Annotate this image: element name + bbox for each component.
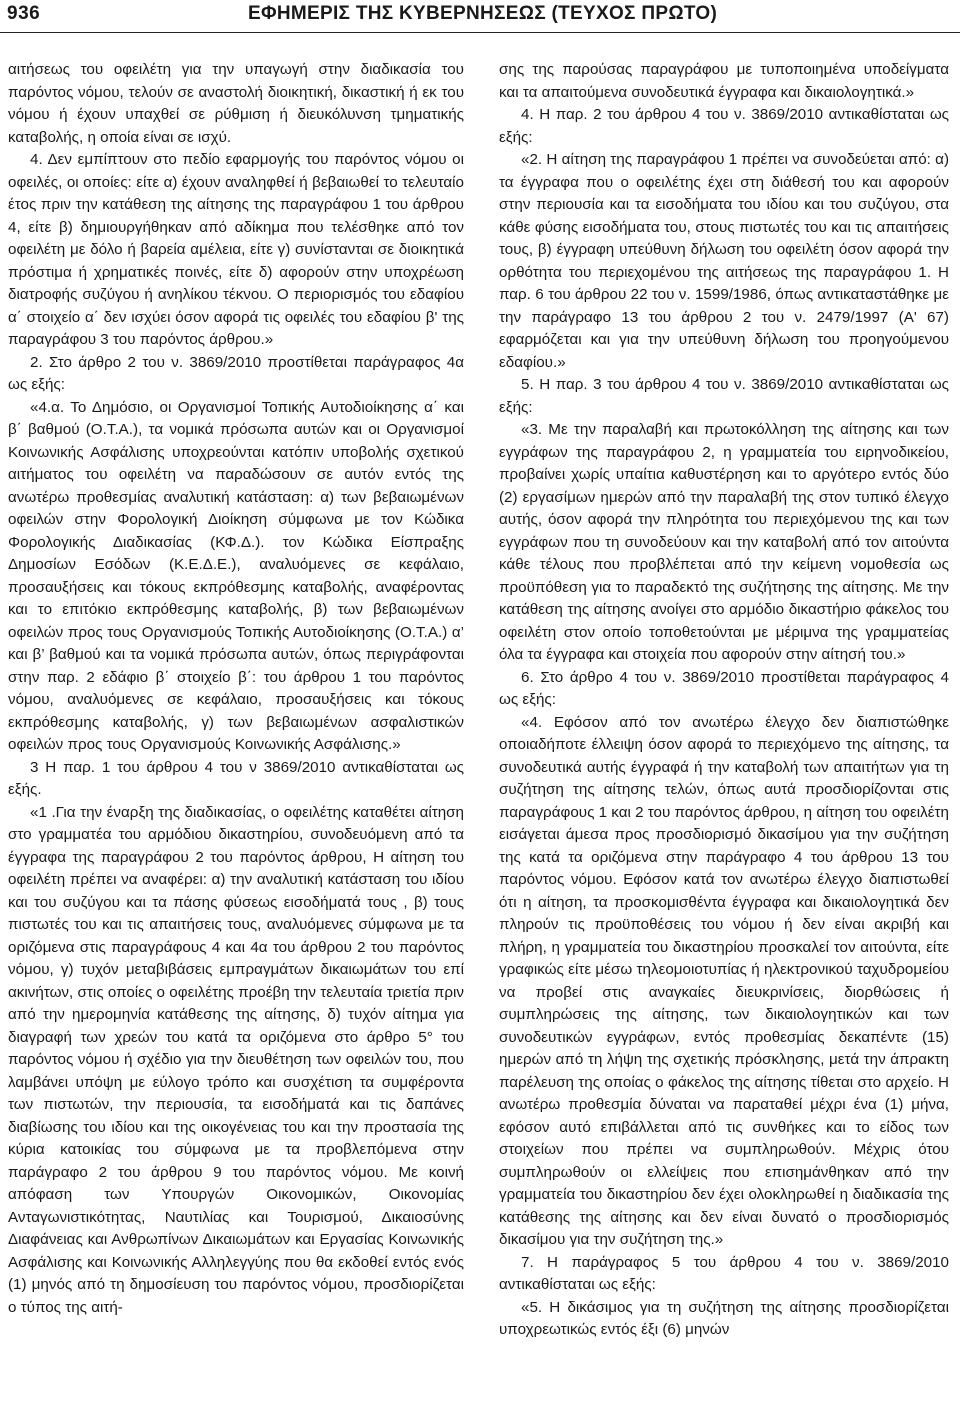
paragraph: 4. Δεν εμπίπτουν στο πεδίο εφαρμογής του παρόντος νόμου οι οφειλές, οι οποίες: είτε α) έχουν αναληφθεί ή βεβαιωθεί το τελευταίο έτος πριν την κατάθεση της αίτησης της παραγράφου 1 του άρθρου 4, είτε β) δημιουργήθηκαν από αδίκημα που τελέσθηκε από τον οφειλέτη με δόλο ή βαρεία αμέλεια, είτε γ) συνίστανται σε διοικητικά πρόστιμα ή χρηματικές ποινές, είτε δ) αφορούν στην υποχρέωση διατροφής συζύγου ή ανηλίκου τέκνου. Ο περιορισμός του εδαφίου α΄ στοιχείο α΄ δεν ισχύει όσον αφορά τις οφειλές του εδαφίου β' της παραγράφου 3 του παρόντος άρθρου.» (8, 151, 464, 348)
paragraph: 6. Στο άρθρο 4 του ν. 3869/2010 προστίθεται παράγραφος 4 ως εξής: (499, 668, 949, 708)
paragraph: «5. Η δικάσιμος για τη συζήτηση της αίτησης προσδιορίζεται υποχρεωτικώς εντός έξι (6) μηνών (499, 1298, 949, 1338)
left-column (8, 59, 464, 1409)
paragraph: 5. Η παρ. 3 του άρθρου 4 του ν. 3869/2010 αντικαθίσταται ως εξής: (499, 376, 949, 416)
right-column (499, 59, 949, 1409)
paragraph: σης της παρούσας παραγράφου με τυποποιημένα υποδείγματα και τα απαιτούμενα συνοδευτικά έγγραφα και δικαιολογητικά.» (499, 61, 949, 101)
paragraph: «1 .Για την έναρξη της διαδικασίας, ο οφειλέτης καταθέτει αίτηση στο γραμματέα του αρμόδιου δικαστηρίου, συνοδευόμενη από τα έγγραφα της παραγράφου 2 του παρόντος άρθρου, Η αίτηση του οφειλέτη πρέπει να αναφέρει: α) την αναλυτική κατάσταση του ιδίου και του συζύγου και τα πάσης φύσεως εισοδήματά τους , β) τους πιστωτές του και τις απαιτήσεις τους, αναλυόμενες σύμφωνα με τα οριζόμενα στις παραγράφους 4 και 4α του άρθρου 2 του παρόντος νόμου, γ) τυχόν μεταβιβάσεις εμπραγμάτων δικαιωμάτων του επί ακινήτων, στις οποίες ο οφειλέτης προέβη την τελευταία τριετία πριν από την ημερομηνία κατάθεσης της αίτησης, δ) τυχόν αίτημα για διαγραφή των χρεών του κατά τα οριζόμενα στο άρθρο 5° του παρόντος νόμου ή σχέδιο για την διευθέτηση των οφειλών του, που λαμβάνει υπόψη με εύλογο τρόπο και συσχέτιση τα συμφέροντα των πιστωτών, την περιουσία, τα εισοδήματά και τις δαπάνες διαβίωσης του ιδίου και της οικογένειας του και την προστασία της κύρια κατοικίας του σύμφωνα με τα προβλεπόμενα στην παράγραφο 2 του άρθρου 9 του παρόντος νόμου. Με κοινή απόφαση των Υπουργών Οικονομικών, Οικονομίας Ανταγωνιστικότητας, Ναυτιλίας και Τουρισμού, Δικαιοσύνης Διαφάνειας και Ανθρωπίνων Δικαιωμάτων και Εργασίας Κοινωνικής Ασφάλισης και Κοινωνικής Αλληλεγγύης που θα εκδοθεί εντός ενός (1) μηνός από τη δημοσίευση του παρόντος νόμου, προσδιορίζεται ο τύπος της αιτή- (8, 803, 464, 1316)
paragraph: «4.α. Το Δημόσιο, οι Οργανισμοί Τοπικής Αυτοδιοίκησης α΄ και β΄ βαθμού (Ο.Τ.Α.), τα νομικά πρόσωπα αυτών και οι Οργανισμοί Κοινωνικής Ασφάλισης υποχρεούνται κατόπιν υποβολής σχετικού αιτήματος του οφειλέτη να παραδώσουν σε αυτόν εντός της ανωτέρω προθεσμίας αναλυτική κατάσταση: α) των βεβαιωμένων οφειλών στην Φορολογική Διοίκηση σύμφωνα με τον Κώδικα Φορολογικής Διαδικασίας (ΚΦ.Δ.). τον Κώδικα Είσπραξης Δημοσίων Εσόδων (Κ.Ε.Δ.Ε.), αναλυόμενες σε κεφάλαιο, προσαυξήσεις και τόκους εκπρόθεσμης καταβολής, αναφέροντας και το επιτόκιο εκπρόθεσμης καταβολής, β) των βεβαιωμένων οφειλών προς τους Οργανισμούς Τοπικής Αυτοδιοίκησης (Ο.Τ.Α.) α’ και β’ βαθμού και τα νομικά πρόσωπα αυτών, όπως περιγράφονται στην παρ. 2 εδάφιο β΄ στοιχείο β΄: του άρθρου 1 του παρόντος νόμου, αναλυόμενες σε κεφάλαιο, προσαυξήσεις και τόκους εκπρόθεσμης καταβολής, γ) των βεβαιωμένων ασφαλιστικών οφειλών προς τους Οργανισμούς Κοινωνικής Ασφάλισης.» (8, 398, 464, 753)
page-number: 936 (7, 3, 41, 24)
paragraph: αιτήσεως του οφειλέτη για την υπαγωγή στην διαδικασία του παρόντος νόμου, τελούν σε αναστολή διοικητική, δικαστική ή εκ του νόμου ή έχουν υπαχθεί σε ρύθμιση ή διευκόλυνση τμηματικής καταβολής, η οποία είναι σε ισχύ. (8, 61, 464, 146)
running-title: ΕΦΗΜΕΡΙΣ ΤΗΣ ΚΥΒΕΡΝΗΣΕΩΣ (ΤΕΥΧΟΣ ΠΡΩΤΟ) (248, 3, 718, 24)
paragraph: «4. Εφόσον από τον ανωτέρω έλεγχο δεν διαπιστώθηκε οποιαδήποτε έλλειψη όσον αφορά το περιεχόμενο της αίτησης, τα συνοδευτικά αυτής έγγραφά ή την καταβολή των απαιτήτων για τη συζήτηση της αίτησης τελών, όπως αυτά προσδιορίζονται στις παραγράφους 1 και 2 του παρόντος άρθρου, η αίτηση του οφειλέτη εισάγεται άμεσα προς προσδιορισμό δικασίμου για την συζήτηση της κατά τα οριζόμενα στην παράγραφο 4 του άρθρου 13 του παρόντος νόμου. Εφόσον κατά τον ανωτέρω έλεγχο διαπιστωθεί ότι η αίτηση, τα προσκομισθέντα έγγραφα και δικαιολογητικά δεν πληρούν τις προϋποθέσεις του νόμου ή δεν είναι ακριβή και πλήρη, η γραμματεία του δικαστηρίου προσκαλεί τον αιτούντα, είτε γραφικώς είτε μέσω τηλεομοιοτυπίας ή ηλεκτρονικού ταχυδρομείου να προβεί στις αναγκαίες διευκρινίσεις, διορθώσεις ή συμπληρώσεις της αίτησης, των δικαιολογητικών και των συνοδευτικών εγγράφων, εντός προθεσμίας δεκαπέντε (15) ημερών από τη λήψη της σχετικής πρόσκλησης, μετά την άπρακτη παρέλευση της οποίας ο φάκελος της αίτησης τίθεται στο αρχείο. Η ανωτέρω προθεσμία δύναται να παραταθεί μέχρι ένα (1) μήνα, εφόσον αυτό επιβάλλεται από τις συνθήκες και το είδος των στοιχείων που πρέπει να συμπληρωθούν. Μέχρις ότου συμπληρωθούν οι ελλείψεις που επισημάνθηκαν από την γραμματεία του δικαστηρίου δεν έχει ολοκληρωθεί η διαδικασία της κατάθεσης της αίτησης και δεν είναι δυνατό ο προσδιορισμός δικασίμου για την συζήτηση της.» (499, 713, 949, 1248)
paragraph: 7. Η παράγραφος 5 του άρθρου 4 του ν. 3869/2010 αντικαθίσταται ως εξής: (499, 1253, 949, 1293)
paragraph: 3 Η παρ. 1 του άρθρου 4 του ν 3869/2010 αντικαθίσταται ως εξής. (8, 758, 464, 798)
page-header (0, 0, 960, 38)
paragraph: 4. Η παρ. 2 του άρθρου 4 του ν. 3869/2010 αντικαθίσταται ως εξής: (499, 106, 949, 146)
paragraph: 2. Στο άρθρο 2 του ν. 3869/2010 προστίθεται παράγραφος 4α ως εξής: (8, 353, 464, 393)
paragraph: «3. Με την παραλαβή και πρωτοκόλληση της αίτησης και των εγγράφων της παραγράφου 2, η γραμματεία του ειρηνοδικείου, προβαίνει χωρίς υπαίτια καθυστέρηση και το αργότερο εντός δύο (2) εργασίμων ημερών από την παραλαβή της στον τυπικό έλεγχο αυτής, όσον αφορά την πληρότητα του περιεχόμενου της και των εγγράφων που τη συνοδεύουν και την καταβολή από τον αιτούντα κάθε τέλους που προβλέπεται από την κείμενη νομοθεσία ως προϋπόθεση για το παραδεκτό της συζήτησης της αίτησης. Με την κατάθεση της αίτησης ανοίγει στο αρμόδιο δικαστήριο φάκελος του οφειλέτη στον οποίο τοποθετούνται με μέριμνα της γραμματείας όλα τα έγγραφα και στοιχεία που αφορούν στην αίτησή του.» (499, 421, 949, 663)
header-rule (0, 32, 960, 33)
paragraph: «2. Η αίτηση της παραγράφου 1 πρέπει να συνοδεύεται από: α) τα έγγραφα που ο οφειλέτης έχει στη διάθεσή του και αφορούν στην περιουσία και τα εισοδήματα του ιδίου και του συζύγου, στα κάθε φύσης εισοδήματα του, στους πιστωτές του και τις απαιτήσεις τους, β) έγγραφη υπεύθυνη δήλωση του οφειλέτη όσον αφορά την ορθότητα του περιεχομένου της αιτήσεως της παραγράφου 1. Η παρ. 6 του άρθρου 22 του ν. 1599/1986, όπως αντικαταστάθηκε με την παράγραφο 13 του άρθρου 2 του ν. 2479/1997 (Α' 67) εφαρμόζεται και για την υπεύθυνη δήλωση του προηγούμενου εδαφίου.» (499, 151, 949, 371)
